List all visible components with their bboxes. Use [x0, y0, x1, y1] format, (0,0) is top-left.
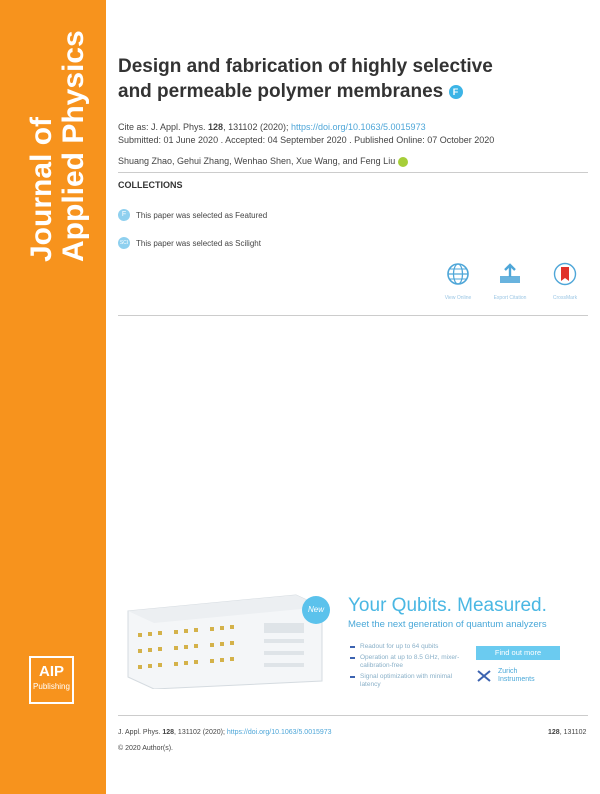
journal-name: [26, 12, 90, 262]
footer-right-volume: 128: [548, 729, 560, 736]
ad-headline: Your Qubits. Measured.: [348, 595, 547, 616]
cite-prefix: Cite as: J. Appl. Phys.: [118, 122, 209, 132]
footer-doi-link[interactable]: https://doi.org/10.1063/5.0015973: [226, 729, 332, 736]
export-icon: [497, 262, 523, 286]
doi-link[interactable]: https://doi.org/10.1063/5.0015973: [290, 122, 426, 132]
logo-text-aip: AIP: [38, 663, 64, 680]
crossmark-icon: [553, 262, 577, 286]
crossmark-button[interactable]: [545, 262, 585, 301]
copyright-notice: © 2020 Author(s).: [118, 745, 173, 752]
collection-item-text: This paper was selected as Featured: [136, 210, 268, 220]
new-badge: New: [302, 596, 330, 624]
advertisement-banner[interactable]: [118, 585, 590, 697]
ad-bullet: Readout for up to 64 qubits: [350, 643, 460, 651]
scilight-icon: SCI: [118, 237, 130, 249]
export-citation-label: Export Citation: [493, 295, 527, 301]
brand-line1: Zurich: [498, 668, 518, 675]
authors-text[interactable]: Shuang Zhao, Gehui Zhang, Wenhao Shen, Xue Wang, and Feng Liu: [118, 156, 396, 166]
find-out-more-button[interactable]: Find out more: [476, 646, 560, 660]
footer-page-ref: [548, 729, 586, 736]
orcid-icon[interactable]: [398, 157, 408, 167]
divider: [118, 172, 588, 173]
footer-cite-prefix: J. Appl. Phys.: [118, 729, 163, 736]
journal-name-line1: Journal of: [25, 116, 58, 262]
footer-right-rest: , 131102: [559, 729, 587, 736]
article-title: [118, 54, 558, 104]
aip-publishing-logo[interactable]: [29, 656, 74, 704]
footer-cite-rest: , 131102 (2020);: [174, 729, 227, 736]
title-line2: and permeable polymer membranes: [118, 81, 444, 102]
brand-line2: Instruments: [498, 676, 535, 683]
instrument-rack-image: [124, 593, 326, 689]
view-online-button[interactable]: [438, 262, 478, 301]
view-online-label: View Online: [444, 295, 472, 301]
ad-subline: Meet the next generation of quantum analyzers: [348, 619, 547, 630]
cite-volume: 128: [208, 122, 224, 132]
cite-rest: , 131102 (2020);: [223, 122, 291, 132]
collection-item-scilight[interactable]: [118, 237, 261, 249]
collection-item-featured[interactable]: [118, 209, 267, 221]
citation-block: [118, 121, 558, 147]
divider: [118, 715, 588, 716]
ad-bullet: Signal optimization with minimal latency: [350, 673, 460, 689]
zurich-instruments-logo: [476, 668, 535, 684]
globe-icon: [446, 262, 470, 286]
footer-citation: [118, 729, 332, 736]
publication-dates: Submitted: 01 June 2020 . Accepted: 04 September 2020 . Published Online: 07 October 2020: [118, 135, 495, 145]
title-line1: Design and fabrication of highly selective: [118, 56, 493, 77]
ad-bullet: Operation at up to 8.5 GHz, mixer-calibration-free: [350, 654, 460, 670]
zurich-instruments-icon: [476, 669, 492, 683]
divider: [118, 315, 588, 316]
collection-item-text: This paper was selected as Scilight: [136, 238, 261, 248]
collections-heading: COLLECTIONS: [118, 180, 183, 190]
featured-icon: F: [118, 209, 130, 221]
journal-name-line2: Applied Physics: [57, 30, 90, 262]
featured-icon[interactable]: F: [449, 85, 463, 99]
export-citation-button[interactable]: [490, 262, 530, 301]
journal-sidebar: [0, 0, 106, 794]
ad-bullet-list: [350, 643, 460, 692]
crossmark-label: CrossMark: [552, 295, 578, 301]
logo-text-publishing: Publishing: [33, 682, 70, 691]
footer-volume: 128: [162, 729, 175, 736]
author-list: [118, 156, 408, 167]
